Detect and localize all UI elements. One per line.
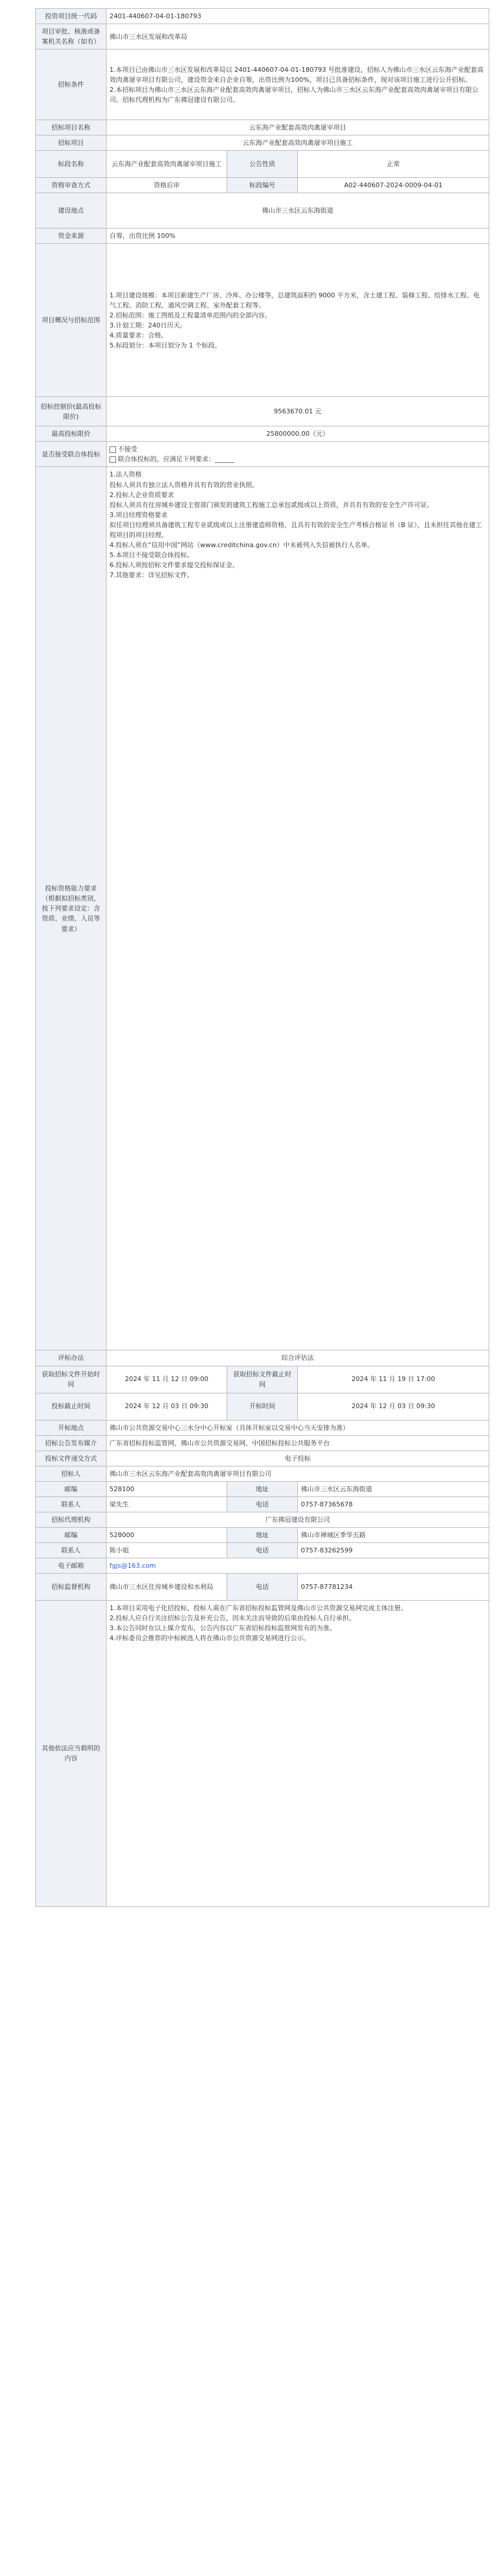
- tender-name-value: 云东海产业配套高效肉禽屠宰项目施工: [107, 135, 489, 151]
- row-bidder-addr: [36, 1481, 489, 1496]
- row-section-1: [36, 151, 489, 178]
- approval-label: 项目审批、核准或备案机关名称（如有）: [36, 24, 107, 49]
- agency-addr-label: 地址: [227, 1527, 298, 1542]
- max-price-value: 25800000.00（元）: [107, 426, 489, 442]
- agency-value: 广东佛冠建设有限公司: [107, 1512, 489, 1527]
- consortium-yes-option[interactable]: 联合体投标的，应满足下列要求：______: [110, 454, 486, 464]
- review-method-label: 资格审查方式: [36, 178, 107, 193]
- row-approval: [36, 24, 489, 49]
- open-time-label: 开标时间: [227, 1393, 298, 1420]
- tender-announcement: [35, 8, 489, 1907]
- agency-tel-value: 0757-83262599: [298, 1542, 489, 1558]
- qualification-para: 投标人须具有住房城乡建设主管部门颁发的建筑工程施工总承包贰级或以上资质，并具有有效的安全生产许可证。: [110, 501, 433, 509]
- scale-para: 1.项目建设规模：本项目新建生产厂房、冷库、办公楼等，总建筑面积约 9000 平方米，含土建工程、装修工程、给排水工程、电气工程、消防工程、通风空调工程、室外配套工程等。: [110, 291, 480, 309]
- row-site: [36, 193, 489, 229]
- section-no-label: 标段编号: [227, 178, 298, 193]
- submit-value: 电子投标: [107, 1451, 489, 1466]
- bidder-label: 招标人: [36, 1466, 107, 1481]
- other-para: 4.评标委员会推荐的中标候选人将在佛山市公共资源交易网进行公示。: [110, 1634, 310, 1643]
- scale-label: 项目概况与招标范围: [36, 244, 107, 397]
- download-start-label: 获取招标文件开始时间: [36, 1366, 107, 1393]
- approval-value: 佛山市三水区发展和改革局: [107, 24, 489, 49]
- agency-addr-value: 佛山市禅城区季华五路: [298, 1527, 489, 1542]
- bidder-addr-value: 佛山市三水区云东海街道: [298, 1481, 489, 1496]
- checkbox-icon: [110, 456, 116, 463]
- submit-label: 投标文件递交方式: [36, 1451, 107, 1466]
- row-bidder-contact: [36, 1496, 489, 1512]
- bid-conditions-label: 招标条件: [36, 49, 107, 120]
- section-name-label: 标段名称: [36, 151, 107, 178]
- review-method-value: 资格后审: [107, 178, 227, 193]
- row-max-price: [36, 426, 489, 442]
- download-start-value: 2024 年 11 月 12 日 09:00: [107, 1366, 227, 1393]
- funds-label: 资金来源: [36, 229, 107, 244]
- scale-para: 5.标段划分：本项目划分为 1 个标段。: [110, 341, 221, 349]
- bidder-value: 佛山市三水区云东海产业配套高效肉禽屠宰项目有限公司: [107, 1466, 489, 1481]
- open-site-value: 佛山市公共资源交易中心三水分中心开标室（具体开标室以交易中心当天安排为准）: [107, 1420, 489, 1435]
- row-agency-email: [36, 1558, 489, 1573]
- qualification-para: 5.本项目不接受联合体投标。: [110, 551, 194, 559]
- other-value: [107, 1600, 489, 1906]
- row-supervisor: [36, 1573, 489, 1600]
- consortium-no-option[interactable]: 不接受: [110, 444, 486, 454]
- qualification-para: 6.投标人须按招标文件要求提交投标保证金。: [110, 561, 239, 569]
- supervisor-tel-label: 电话: [227, 1573, 298, 1600]
- scale-para: 2.招标范围：施工图纸及工程量清单范围内的全部内容。: [110, 311, 271, 319]
- bid-conditions-para: 2.本招标项目为佛山市三水区云东海产业配套高效肉禽屠宰项目，招标人为佛山市三水区云东海产业配套高效肉禽屠宰项目有限公司。招标代理机构为广东佛冠建设有限公司。: [110, 85, 479, 104]
- section-name-value: 云东海产业配套高效肉禽屠宰项目施工: [107, 151, 227, 178]
- qualification-label: 投标资格能力要求（根据拟招标类别，按下列要求设定：含资质、业绩、人员等要求）: [36, 467, 107, 1350]
- bidder-postcode-label: 邮编: [36, 1481, 107, 1496]
- agency-email-label: 电子邮箱: [36, 1558, 107, 1573]
- qualification-para: 拟任项目经理须具备建筑工程专业贰级或以上注册建造师资格，且具有有效的安全生产考核合格证书（B 证），且未担任其他在建工程项目的项目经理。: [110, 521, 482, 539]
- bid-price-value: 9563670.01 元: [107, 397, 489, 426]
- agency-contact-label: 联系人: [36, 1542, 107, 1558]
- consortium-label: 是否接受联合体投标: [36, 442, 107, 467]
- row-bid-price: [36, 397, 489, 426]
- qualification-para: 1.法人资格: [110, 471, 142, 479]
- row-other: [36, 1600, 489, 1906]
- other-para: 3.本公告同时在以上媒介发布，公告内容以广东省招标投标监管网发布的为准。: [110, 1624, 336, 1633]
- bid-conditions-value: [107, 49, 489, 120]
- evaluation-value: 综合评估法: [107, 1350, 489, 1366]
- qualification-para: 3.项目经理资格要求: [110, 511, 168, 519]
- publish-value: 广东省招标投标监管网、佛山市公共资源交易网、中国招标投标公共服务平台: [107, 1435, 489, 1451]
- agency-email-value[interactable]: fgjs@163.com: [107, 1558, 489, 1573]
- supervisor-value: 佛山市三水区住房城乡建设和水利局: [107, 1573, 227, 1600]
- project-name-value: 云东海产业配套高效肉禽屠宰项目: [107, 120, 489, 135]
- agency-postcode-label: 邮编: [36, 1527, 107, 1542]
- row-project-name: [36, 120, 489, 135]
- bidder-tel-label: 电话: [227, 1496, 298, 1512]
- row-qualification: [36, 467, 489, 1350]
- qualification-para: 7.其他要求：详见招标文件。: [110, 571, 194, 579]
- row-agency-contact: [36, 1542, 489, 1558]
- bidder-postcode-value: 528100: [107, 1481, 227, 1496]
- notice-type-value: 正常: [298, 151, 489, 178]
- row-funds: [36, 229, 489, 244]
- row-submit: [36, 1451, 489, 1466]
- open-time-value: 2024 年 12 月 03 日 09:30: [298, 1393, 489, 1420]
- agency-contact-value: 陈小姐: [107, 1542, 227, 1558]
- publish-label: 招标公告发布媒介: [36, 1435, 107, 1451]
- row-agency-addr: [36, 1527, 489, 1542]
- tender-name-label: 招标项目: [36, 135, 107, 151]
- consortium-value: [107, 442, 489, 467]
- row-download: [36, 1366, 489, 1393]
- deadline-value: 2024 年 12 月 03 日 09:30: [107, 1393, 227, 1420]
- row-publish: [36, 1435, 489, 1451]
- announcement-table: [35, 8, 489, 1907]
- project-no-label: 投资项目统一代码: [36, 9, 107, 24]
- agency-label: 招标代理机构: [36, 1512, 107, 1527]
- row-open-site: [36, 1420, 489, 1435]
- scale-value: [107, 244, 489, 397]
- scale-para: 3.计划工期：240日历天。: [110, 321, 187, 329]
- checkbox-icon: [110, 446, 116, 453]
- bidder-addr-label: 地址: [227, 1481, 298, 1496]
- bidder-contact-value: 梁先生: [107, 1496, 227, 1512]
- row-bidder: [36, 1466, 489, 1481]
- site-value: 佛山市三水区云东海街道: [107, 193, 489, 229]
- site-label: 建设地点: [36, 193, 107, 229]
- row-agency: [36, 1512, 489, 1527]
- qualification-value: [107, 467, 489, 1350]
- row-consortium: [36, 442, 489, 467]
- bid-price-label: 招标控制价(最高投标限价): [36, 397, 107, 426]
- agency-postcode-value: 528000: [107, 1527, 227, 1542]
- other-label: 其他依法应当载明的内容: [36, 1600, 107, 1906]
- row-bid-conditions: [36, 49, 489, 120]
- other-para: 2.投标人应自行关注招标公告及补充公告，因未关注而导致的后果由投标人自行承担。: [110, 1614, 356, 1623]
- qualification-para: 投标人须具有独立法人资格并具有有效的营业执照。: [110, 481, 258, 489]
- row-tender-name: [36, 135, 489, 151]
- supervisor-label: 招标监督机构: [36, 1573, 107, 1600]
- notice-type-label: 公告性质: [227, 151, 298, 178]
- row-scale: [36, 244, 489, 397]
- scale-para: 4.质量要求：合格。: [110, 331, 168, 339]
- row-section-2: [36, 178, 489, 193]
- download-end-label: 获取招标文件截止时间: [227, 1366, 298, 1393]
- bidder-contact-label: 联系人: [36, 1496, 107, 1512]
- section-no-value: A02-440607-2024-0009-04-01: [298, 178, 489, 193]
- project-no-value: 2401-440607-04-01-180793: [107, 9, 489, 24]
- deadline-label: 投标截止时间: [36, 1393, 107, 1420]
- row-project-no: [36, 9, 489, 24]
- open-site-label: 开标地点: [36, 1420, 107, 1435]
- row-deadline: [36, 1393, 489, 1420]
- supervisor-tel-value: 0757-87781234: [298, 1573, 489, 1600]
- other-para: 1.本项目采用电子化招投标，投标人需在广东省招标投标监管网及佛山市公共资源交易网完成主体注册。: [110, 1604, 407, 1612]
- row-evaluation: [36, 1350, 489, 1366]
- agency-tel-label: 电话: [227, 1542, 298, 1558]
- funds-value: 自筹，出资比例 100%: [107, 229, 489, 244]
- qualification-para: 4.投标人须在“信用中国”网站（www.creditchina.gov.cn）中未被列入失信被执行人名单。: [110, 541, 374, 549]
- download-end-value: 2024 年 11 月 19 日 17:00: [298, 1366, 489, 1393]
- bid-conditions-para: 1.本项目已由佛山市三水区发展和改革局以 2401-440607-04-01-180793 号批准建设，招标人为佛山市三水区云东海产业配套高效肉禽屠宰项目有限公司，建设资金来自企业自筹，出资比例为100%，项目已具备招标条件，现对该项目施工进行公开招标。: [110, 65, 484, 84]
- evaluation-label: 评标办法: [36, 1350, 107, 1366]
- project-name-label: 招标项目名称: [36, 120, 107, 135]
- bidder-tel-value: 0757-87365678: [298, 1496, 489, 1512]
- max-price-label: 最高投标限价: [36, 426, 107, 442]
- qualification-para: 2.投标人企业资质要求: [110, 491, 174, 499]
